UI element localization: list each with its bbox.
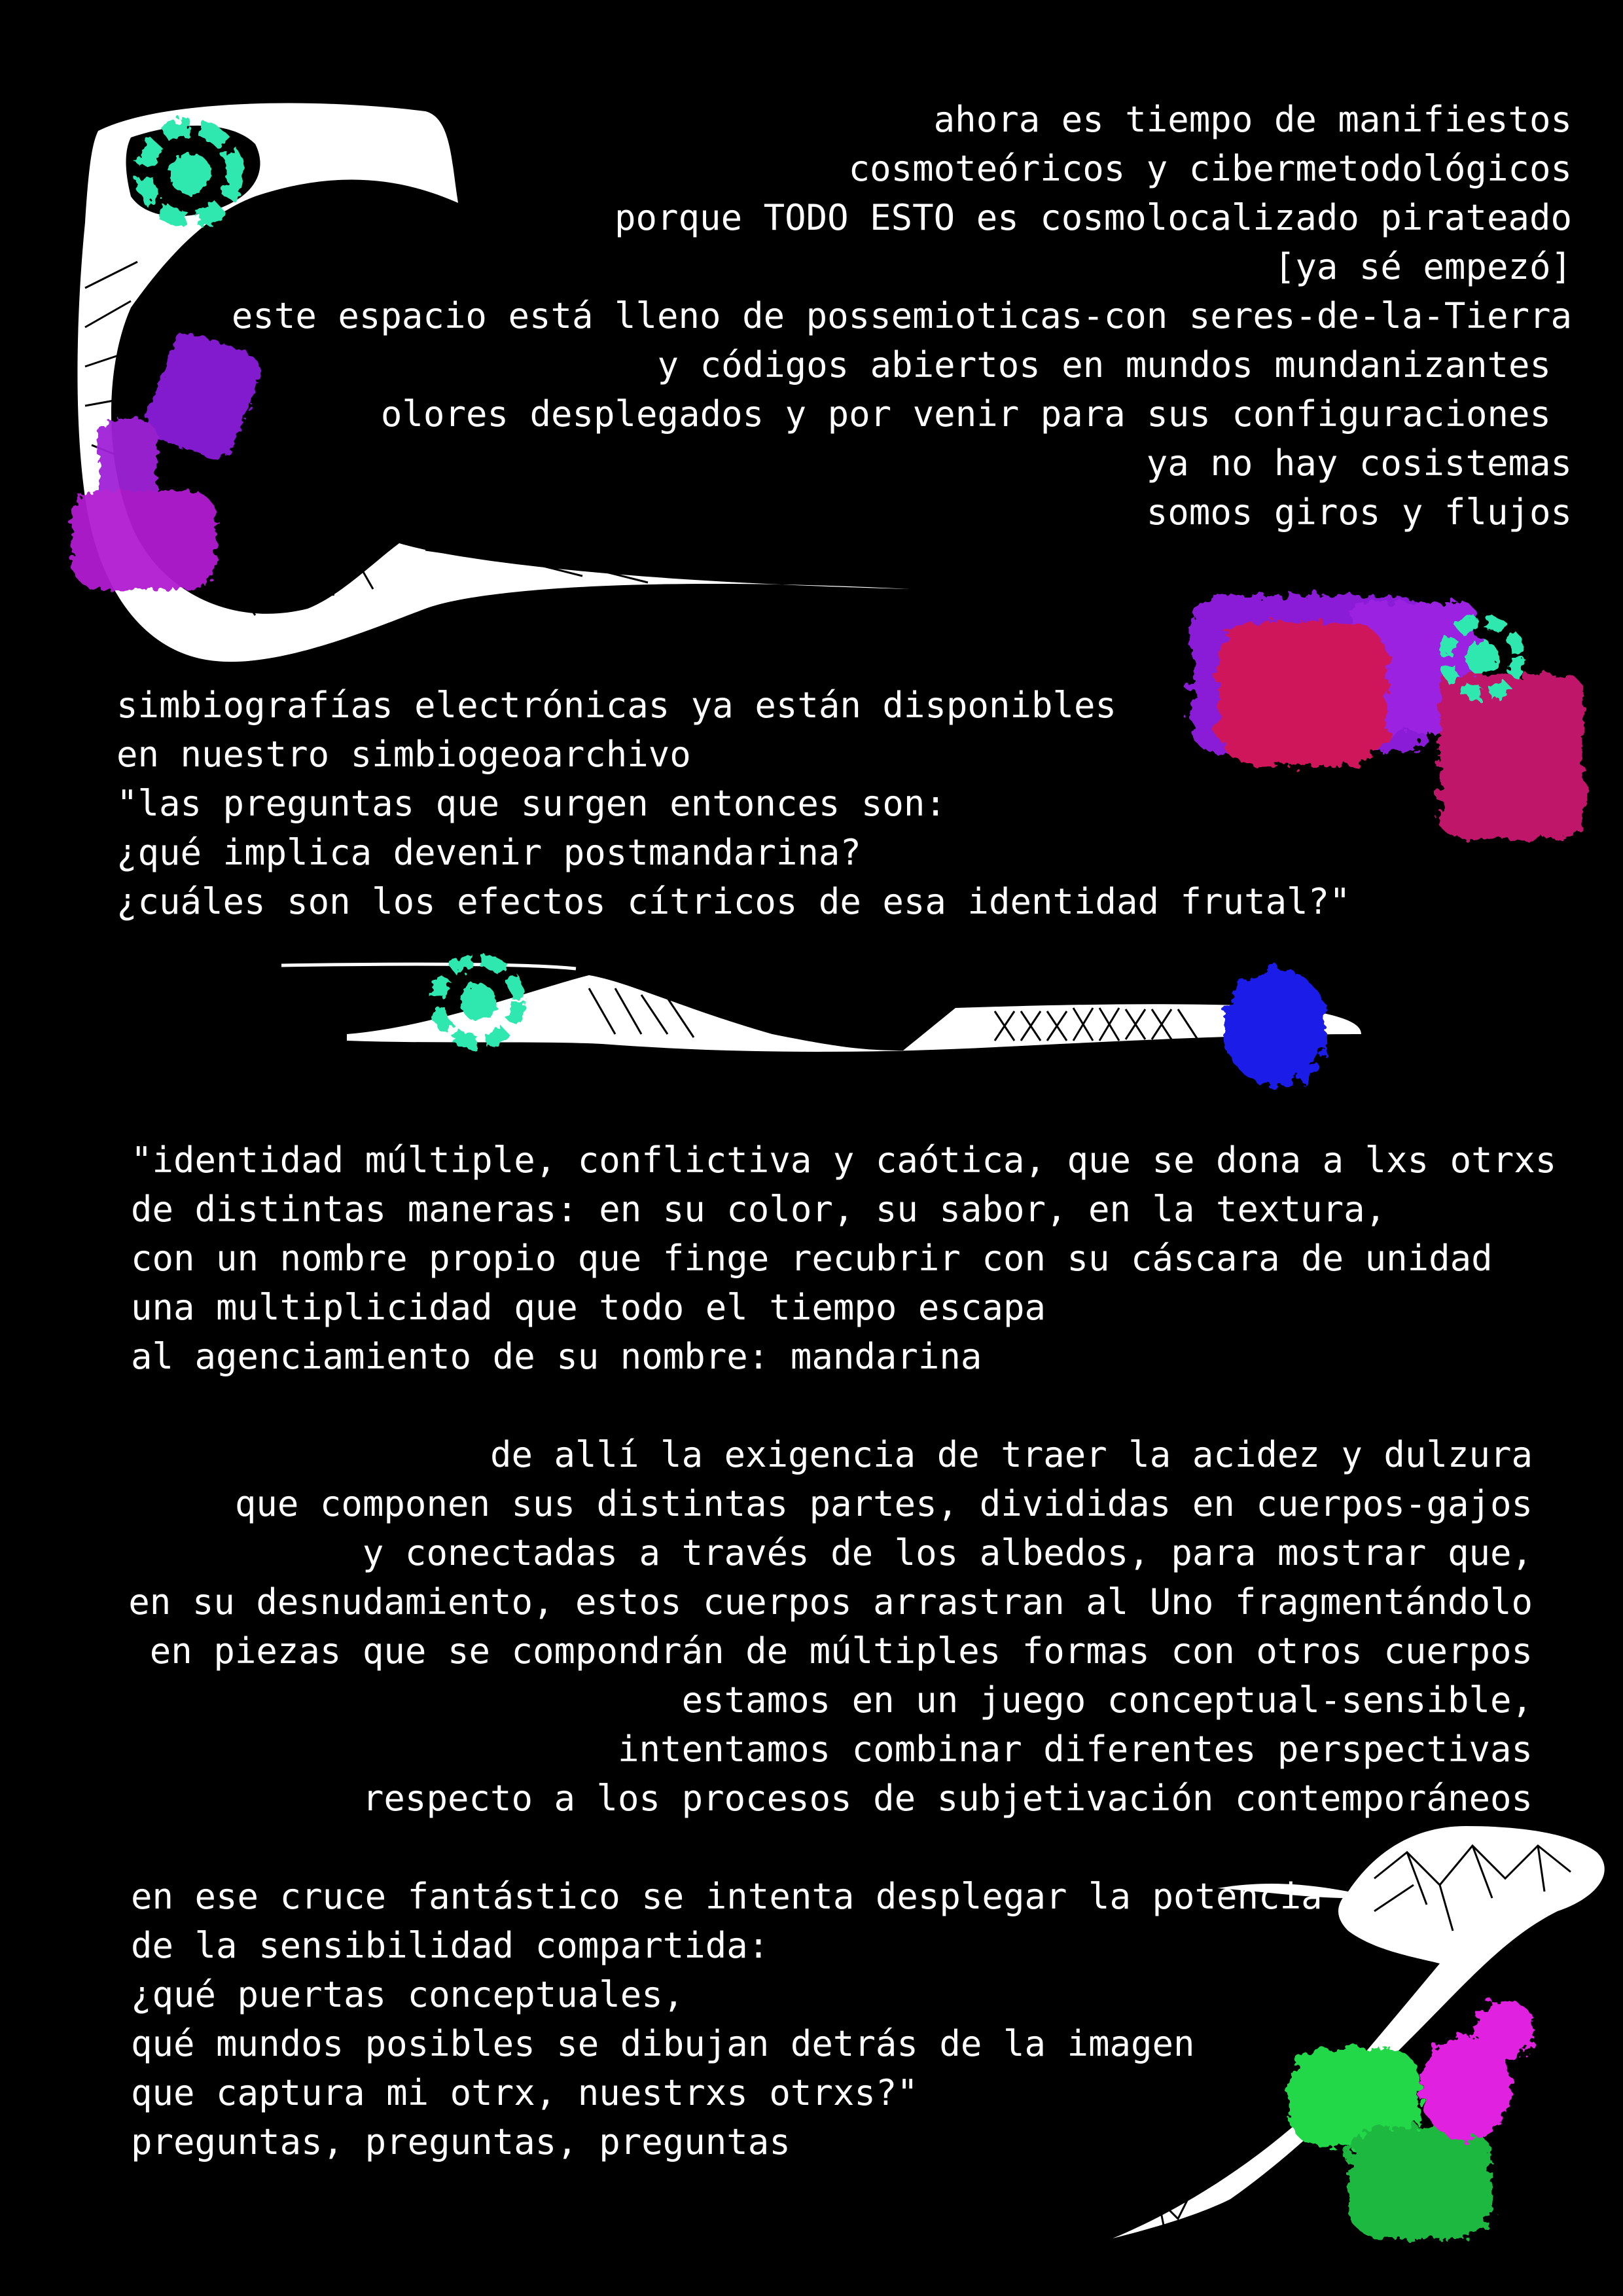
stanza2-line3: "las preguntas que surgen entonces son: [116, 783, 946, 824]
stanza4-line5: en piezas que se compondrán de múltiples formas con otros cuerpos [149, 1630, 1533, 1672]
crimson-violet-patch [1178, 583, 1597, 857]
stanza4-line4: en su desnudamiento, estos cuerpos arrastran al Uno fragmentándolo [128, 1581, 1533, 1623]
stanza5-line4: qué mundos posibles se dibujan detrás de la imagen [131, 2023, 1195, 2064]
band-blue-blob [1224, 969, 1329, 1086]
stanza3-line4: una multiplicidad que todo el tiempo escapa [131, 1287, 1046, 1328]
stanza2-line1: simbiografías electrónicas ya están disponibles [116, 685, 1117, 726]
stanza4-line1: de allí la exigencia de traer la acidez y dulzura [490, 1434, 1533, 1475]
stanza4-line6: estamos en un juego conceptual-sensible, [681, 1679, 1533, 1721]
stanza5-line5: que captura mi otrx, nuestrxs otrxs?" [131, 2072, 918, 2113]
stanza1-line8: ya no hay cosistemas [1146, 442, 1572, 484]
stanza1-line1: ahora es tiempo de manifiestos [933, 99, 1572, 140]
stanza5-line3: ¿qué puertas conceptuales, [131, 1974, 685, 2015]
stanza1-line9: somos giros y flujos [1146, 492, 1572, 533]
stanza1-line4: [ya sé empezó] [1274, 246, 1572, 287]
stanza1-line3: porque TODO ESTO es cosmolocalizado pirateado [615, 197, 1572, 238]
stanza5-line6: preguntas, preguntas, preguntas [131, 2121, 791, 2162]
stanza2-line5: ¿cuáles son los efectos cítricos de esa identidad frutal?" [116, 881, 1351, 922]
stanza4-line3: y conectadas a través de los albedos, para mostrar que, [362, 1532, 1533, 1573]
stanza2-line2: en nuestro simbiogeoarchivo [116, 734, 691, 775]
middle-wireframe-band [275, 936, 1387, 1093]
stanza4-line7: intentamos combinar diferentes perspectivas [618, 1729, 1533, 1770]
stanza1-line5: este espacio está lleno de possemioticas-con seres-de-la-Tierra [231, 295, 1572, 336]
stanza2-line4: ¿qué implica devenir postmandarina? [116, 832, 861, 873]
stanza1-line7: olores desplegados y por venir para sus configuraciones [380, 393, 1551, 435]
stanza3-line1: "identidad múltiple, conflictiva y caótica, que se dona a lxs otrxs [131, 1139, 1557, 1181]
stanza1-line6: y códigos abiertos en mundos mundanizantes [657, 344, 1551, 386]
stanza5-line2: de la sensibilidad compartida: [131, 1925, 770, 1966]
stanza4-line8: respecto a los procesos de subjetivación contemporáneos [362, 1778, 1533, 1819]
stanza3-line5: al agenciamiento de su nombre: mandarina [131, 1336, 982, 1377]
stanza3-line3: con un nombre propio que finge recubrir con su cáscara de unidad [131, 1238, 1493, 1279]
stanza4-line2: que componen sus distintas partes, divididas en cuerpos-gajos [234, 1483, 1533, 1524]
band-top-line [281, 964, 576, 969]
stanza3-line2: de distintas maneras: en su color, su sabor, en la textura, [131, 1189, 1387, 1230]
stanza5-line1: en ese cruce fantástico se intenta desplegar la potencia [131, 1876, 1323, 1917]
stanza1-line2: cosmoteóricos y cibermetodológicos [848, 148, 1572, 189]
